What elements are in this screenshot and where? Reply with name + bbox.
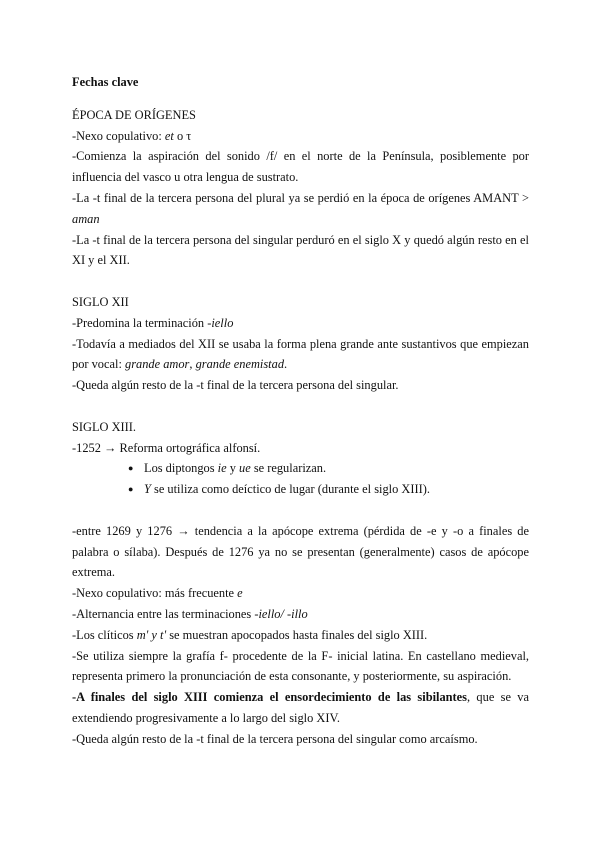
paragraph: -1252 → Reforma ortográfica alfonsí. <box>72 440 261 455</box>
bullet-list <box>72 458 529 500</box>
paragraph: -Predomina la terminación -iello <box>72 315 234 330</box>
paragraph: -La -t final de la tercera persona del singular perduró en el siglo X y quedó algún resto en el XI y el XII. <box>72 232 529 268</box>
section-heading-siglo-xiii: SIGLO XIII. <box>72 419 137 434</box>
paragraph: -Comienza la aspiración del sonido /f/ en el norte de la Península, posiblemente por influencia del vasco u otra lengua de sustrato. <box>72 149 529 185</box>
paragraph: -Todavía a mediados del XII se usaba la forma plena grande ante sustantivos que empiezan por vocal: grande amor, grande enemistad. <box>72 336 529 372</box>
paragraph: -Alternancia entre las terminaciones -iello/ -illo <box>72 606 308 621</box>
paragraph: -Los clíticos m' y t' se muestran apocopados hasta finales del siglo XIII. <box>72 627 428 642</box>
paragraph: -La -t final de la tercera persona del plural ya se perdió en la época de orígenes AMANT > aman <box>72 190 529 226</box>
spacer <box>72 396 529 417</box>
paragraph: -Se utiliza siempre la grafía f- procedente de la F- inicial latina. En castellano medieval, representa primero la pronunciación de esta consonante, y posteriormente, su aspiración. <box>72 648 529 684</box>
paragraph: -Nexo copulativo: más frecuente e <box>72 586 243 601</box>
paragraph: -Nexo copulativo: et o τ <box>72 128 192 143</box>
document-body <box>72 72 529 750</box>
list-item: ● Los diptongos ie y ue se regularizan. <box>128 458 529 479</box>
section-heading-origenes: ÉPOCA DE ORÍGENES <box>72 107 196 122</box>
paragraph: -A finales del siglo XIII comienza el ensordecimiento de las sibilantes, que se va extendiendo progresivamente a lo largo del siglo XIV. <box>72 690 529 725</box>
section-heading-siglo-xii: SIGLO XII <box>72 294 129 309</box>
paragraph: -Queda algún resto de la -t final de la tercera persona del singular como arcaísmo. <box>72 731 478 746</box>
document-title: Fechas clave <box>72 75 139 89</box>
spacer <box>72 271 529 292</box>
paragraph: -entre 1269 y 1276 → tendencia a la apócope extrema (pérdida de -e y -o a finales de palabra o sílaba). Después de 1276 ya no se presentan (generalmente) casos de apócope extrema. <box>72 523 529 580</box>
list-item: ● Y se utiliza como deíctico de lugar (durante el siglo XIII). <box>128 479 529 500</box>
spacer <box>72 500 529 521</box>
paragraph: -Queda algún resto de la -t final de la tercera persona del singular. <box>72 378 399 393</box>
